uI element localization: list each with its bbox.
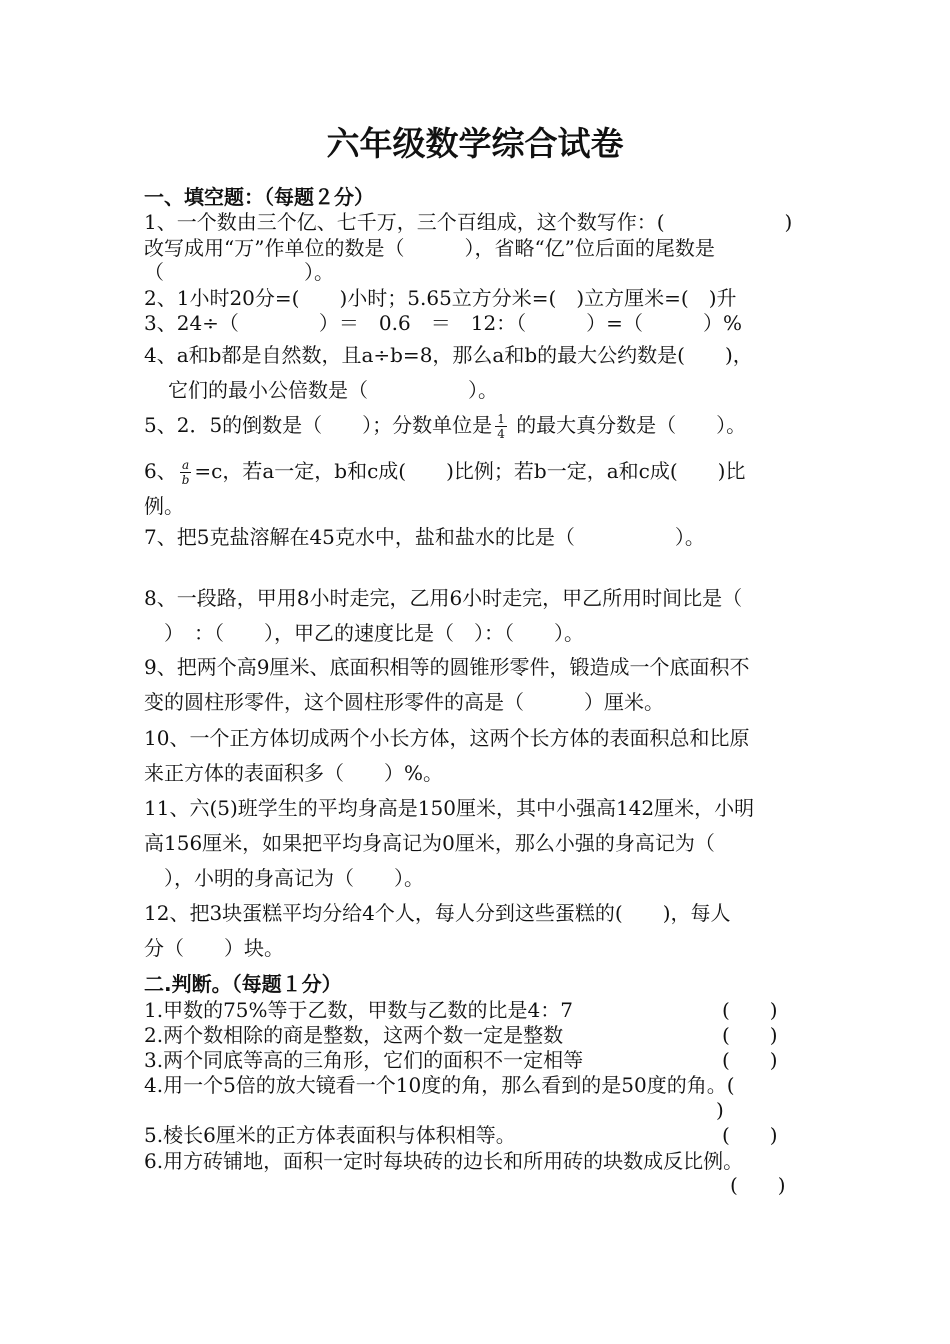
- question-8-line-2: ） ：（ ），甲乙的速度比是（ ）：（ ）。: [144, 621, 584, 645]
- fraction-denominator: b: [181, 473, 190, 487]
- question-8-line-1: 8、一段路，甲用8小时走完，乙用6小时走完，甲乙所用时间比是（: [144, 586, 743, 610]
- question-5-part-1: 5、2．5的倒数是（ ）；分数单位是: [144, 413, 493, 437]
- question-5-part-2: 的最大真分数是（ ）。: [516, 413, 747, 437]
- judgment-2: 2.两个数相除的商是整数，这两个数一定是整数: [144, 1023, 564, 1047]
- question-6-prefix: 6、: [144, 459, 177, 483]
- section-2-heading: 二.判断。（每题１分）: [144, 972, 342, 996]
- judgment-5: 5.棱长6厘米的正方体表面积与体积相等。: [144, 1123, 516, 1147]
- question-6-part-2: =c，若a一定，b和c成( )比例；若b一定，a和c成( )比: [194, 459, 746, 483]
- question-12-line-1: 12、把3块蛋糕平均分给4个人，每人分到这些蛋糕的( )，每人: [144, 901, 731, 925]
- judgment-1-bracket: ( ): [722, 998, 778, 1022]
- question-6-line-2: 例。: [144, 494, 184, 518]
- section-1-heading: 一、填空题：（每题２分）: [144, 185, 374, 209]
- question-6: [144, 458, 745, 487]
- fraction-denominator: 4: [497, 427, 505, 441]
- fraction-numerator: 1: [497, 412, 505, 426]
- fraction-numerator: a: [180, 458, 192, 473]
- question-11-line-1: 11、六(5)班学生的平均身高是150厘米，其中小强高142厘米，小明: [144, 796, 755, 820]
- fraction-a-over-b: [180, 458, 192, 487]
- judgment-1: 1.甲数的75%等于乙数，甲数与乙数的比是4：7: [144, 998, 573, 1022]
- question-9-line-2: 变的圆柱形零件，这个圆柱形零件的高是（ ）厘米。: [144, 690, 664, 714]
- question-11-line-2: 高156厘米，如果把平均身高记为0厘米，那么小强的身高记为（: [144, 831, 715, 855]
- judgment-4: 4.用一个5倍的放大镜看一个10度的角，那么看到的是50度的角。(: [144, 1073, 735, 1097]
- fraction-one-quarter: [495, 412, 507, 441]
- judgment-3: 3.两个同底等高的三角形，它们的面积不一定相等: [144, 1048, 584, 1072]
- page-title: 六年级数学综合试卷: [326, 124, 624, 163]
- question-1-line-1: 1、一个数由三个亿、七千万，三个百组成，这个数写作：( ): [144, 210, 793, 234]
- judgment-5-bracket: ( ): [722, 1123, 778, 1147]
- question-9-line-1: 9、把两个高9厘米、底面积相等的圆锥形零件，锻造成一个底面积不: [144, 655, 750, 679]
- question-4-line-1: 4、a和b都是自然数，且a÷b=8，那么a和b的最大公约数是( )，: [144, 343, 753, 367]
- judgment-2-bracket: ( ): [722, 1023, 778, 1047]
- question-7: 7、把5克盐溶解在45克水中，盐和盐水的比是（ ）。: [144, 525, 705, 549]
- judgment-6-bracket: ( ): [730, 1173, 786, 1197]
- question-12-line-2: 分（ ）块。: [144, 936, 284, 960]
- question-3: 3、24÷（ ）＝ 0.6 ＝ 12：（ ）=（ ）%: [144, 311, 742, 335]
- judgment-4-close-paren: ): [716, 1098, 724, 1122]
- question-1-line-3: （ ）。: [144, 260, 334, 284]
- question-10-line-2: 来正方体的表面积多（ ）%。: [144, 761, 444, 785]
- question-4-line-2: 它们的最小公倍数是（ ）。: [168, 378, 498, 402]
- question-11-line-3: ），小明的身高记为（ ）。: [144, 866, 424, 890]
- question-10-line-1: 10、一个正方体切成两个小长方体，这两个长方体的表面积总和比原: [144, 726, 750, 750]
- question-1-line-2: 改写成用“万”作单位的数是（ ），省略“亿”位后面的尾数是: [144, 236, 715, 260]
- judgment-6: 6.用方砖铺地，面积一定时每块砖的边长和所用砖的块数成反比例。: [144, 1149, 744, 1173]
- question-2: 2、1小时20分=( )小时；5.65立方分米=( )立方厘米=( )升: [144, 286, 737, 310]
- judgment-3-bracket: ( ): [722, 1048, 778, 1072]
- question-5: [144, 412, 746, 441]
